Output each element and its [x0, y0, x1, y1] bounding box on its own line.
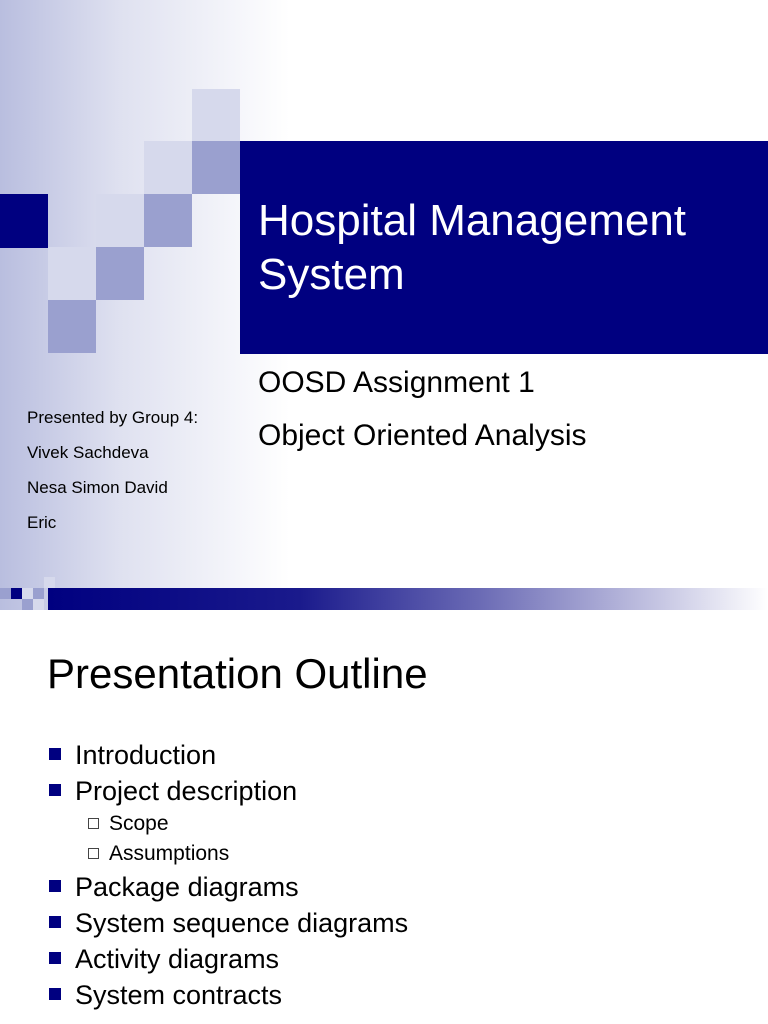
presenter-name: Vivek Sachdeva — [27, 443, 149, 462]
decor-pixel — [33, 588, 44, 599]
outline-item-text: System contracts — [75, 980, 283, 1010]
subtitle-line: Object Oriented Analysis — [258, 419, 587, 452]
decor-square — [192, 89, 240, 142]
decor-square — [48, 247, 96, 300]
square-bullet-icon — [49, 880, 61, 892]
presenter-name: Eric — [27, 513, 57, 532]
decor-square — [192, 141, 240, 194]
outline-item-text: Introduction — [75, 740, 217, 770]
decor-pixel — [22, 588, 33, 599]
square-bullet-icon — [49, 988, 61, 1000]
square-bullet-icon — [49, 916, 61, 928]
title-line: System — [258, 250, 405, 299]
left-navy-block — [0, 194, 48, 248]
gradient-stripe — [48, 588, 768, 610]
outline-item-text: System sequence diagrams — [75, 908, 409, 938]
slide-heading: Presentation Outline — [47, 650, 428, 697]
outline-list — [47, 737, 747, 1013]
outline-slide — [0, 610, 768, 1024]
decor-square — [144, 194, 192, 247]
outline-subitem — [47, 809, 747, 839]
square-bullet-icon — [49, 748, 61, 760]
outline-item — [47, 869, 747, 905]
square-bullet-icon — [49, 952, 61, 964]
hollow-square-bullet-icon — [88, 848, 99, 859]
presenter-name: Nesa Simon David — [27, 478, 168, 497]
outline-item — [47, 737, 747, 773]
decor-square — [144, 141, 192, 194]
decor-pixel — [11, 588, 22, 599]
outline-subitem — [47, 839, 747, 869]
presenters-block — [27, 404, 198, 544]
square-bullet-icon — [49, 784, 61, 796]
decor-square — [48, 300, 96, 353]
outline-item-text: Project description — [75, 776, 298, 806]
decor-pixel — [22, 599, 33, 610]
subtitle-line: OOSD Assignment 1 — [258, 366, 535, 399]
decor-pixel — [0, 588, 11, 599]
outline-item — [47, 977, 747, 1013]
title-line: Hospital Management — [258, 196, 687, 245]
decor-square — [96, 194, 144, 247]
decor-square — [96, 247, 144, 300]
hollow-square-bullet-icon — [88, 818, 99, 829]
outline-item — [47, 905, 747, 941]
slide-title — [258, 194, 758, 302]
outline-item-text: Assumptions — [109, 842, 230, 865]
outline-item-text: Package diagrams — [75, 872, 299, 902]
outline-item-text: Scope — [109, 812, 169, 835]
outline-item — [47, 773, 747, 809]
presenters-heading: Presented by Group 4: — [27, 408, 199, 427]
decor-pixel — [33, 599, 44, 610]
outline-item-text: Activity diagrams — [75, 944, 280, 974]
outline-item — [47, 941, 747, 977]
decor-pixel — [44, 577, 55, 588]
